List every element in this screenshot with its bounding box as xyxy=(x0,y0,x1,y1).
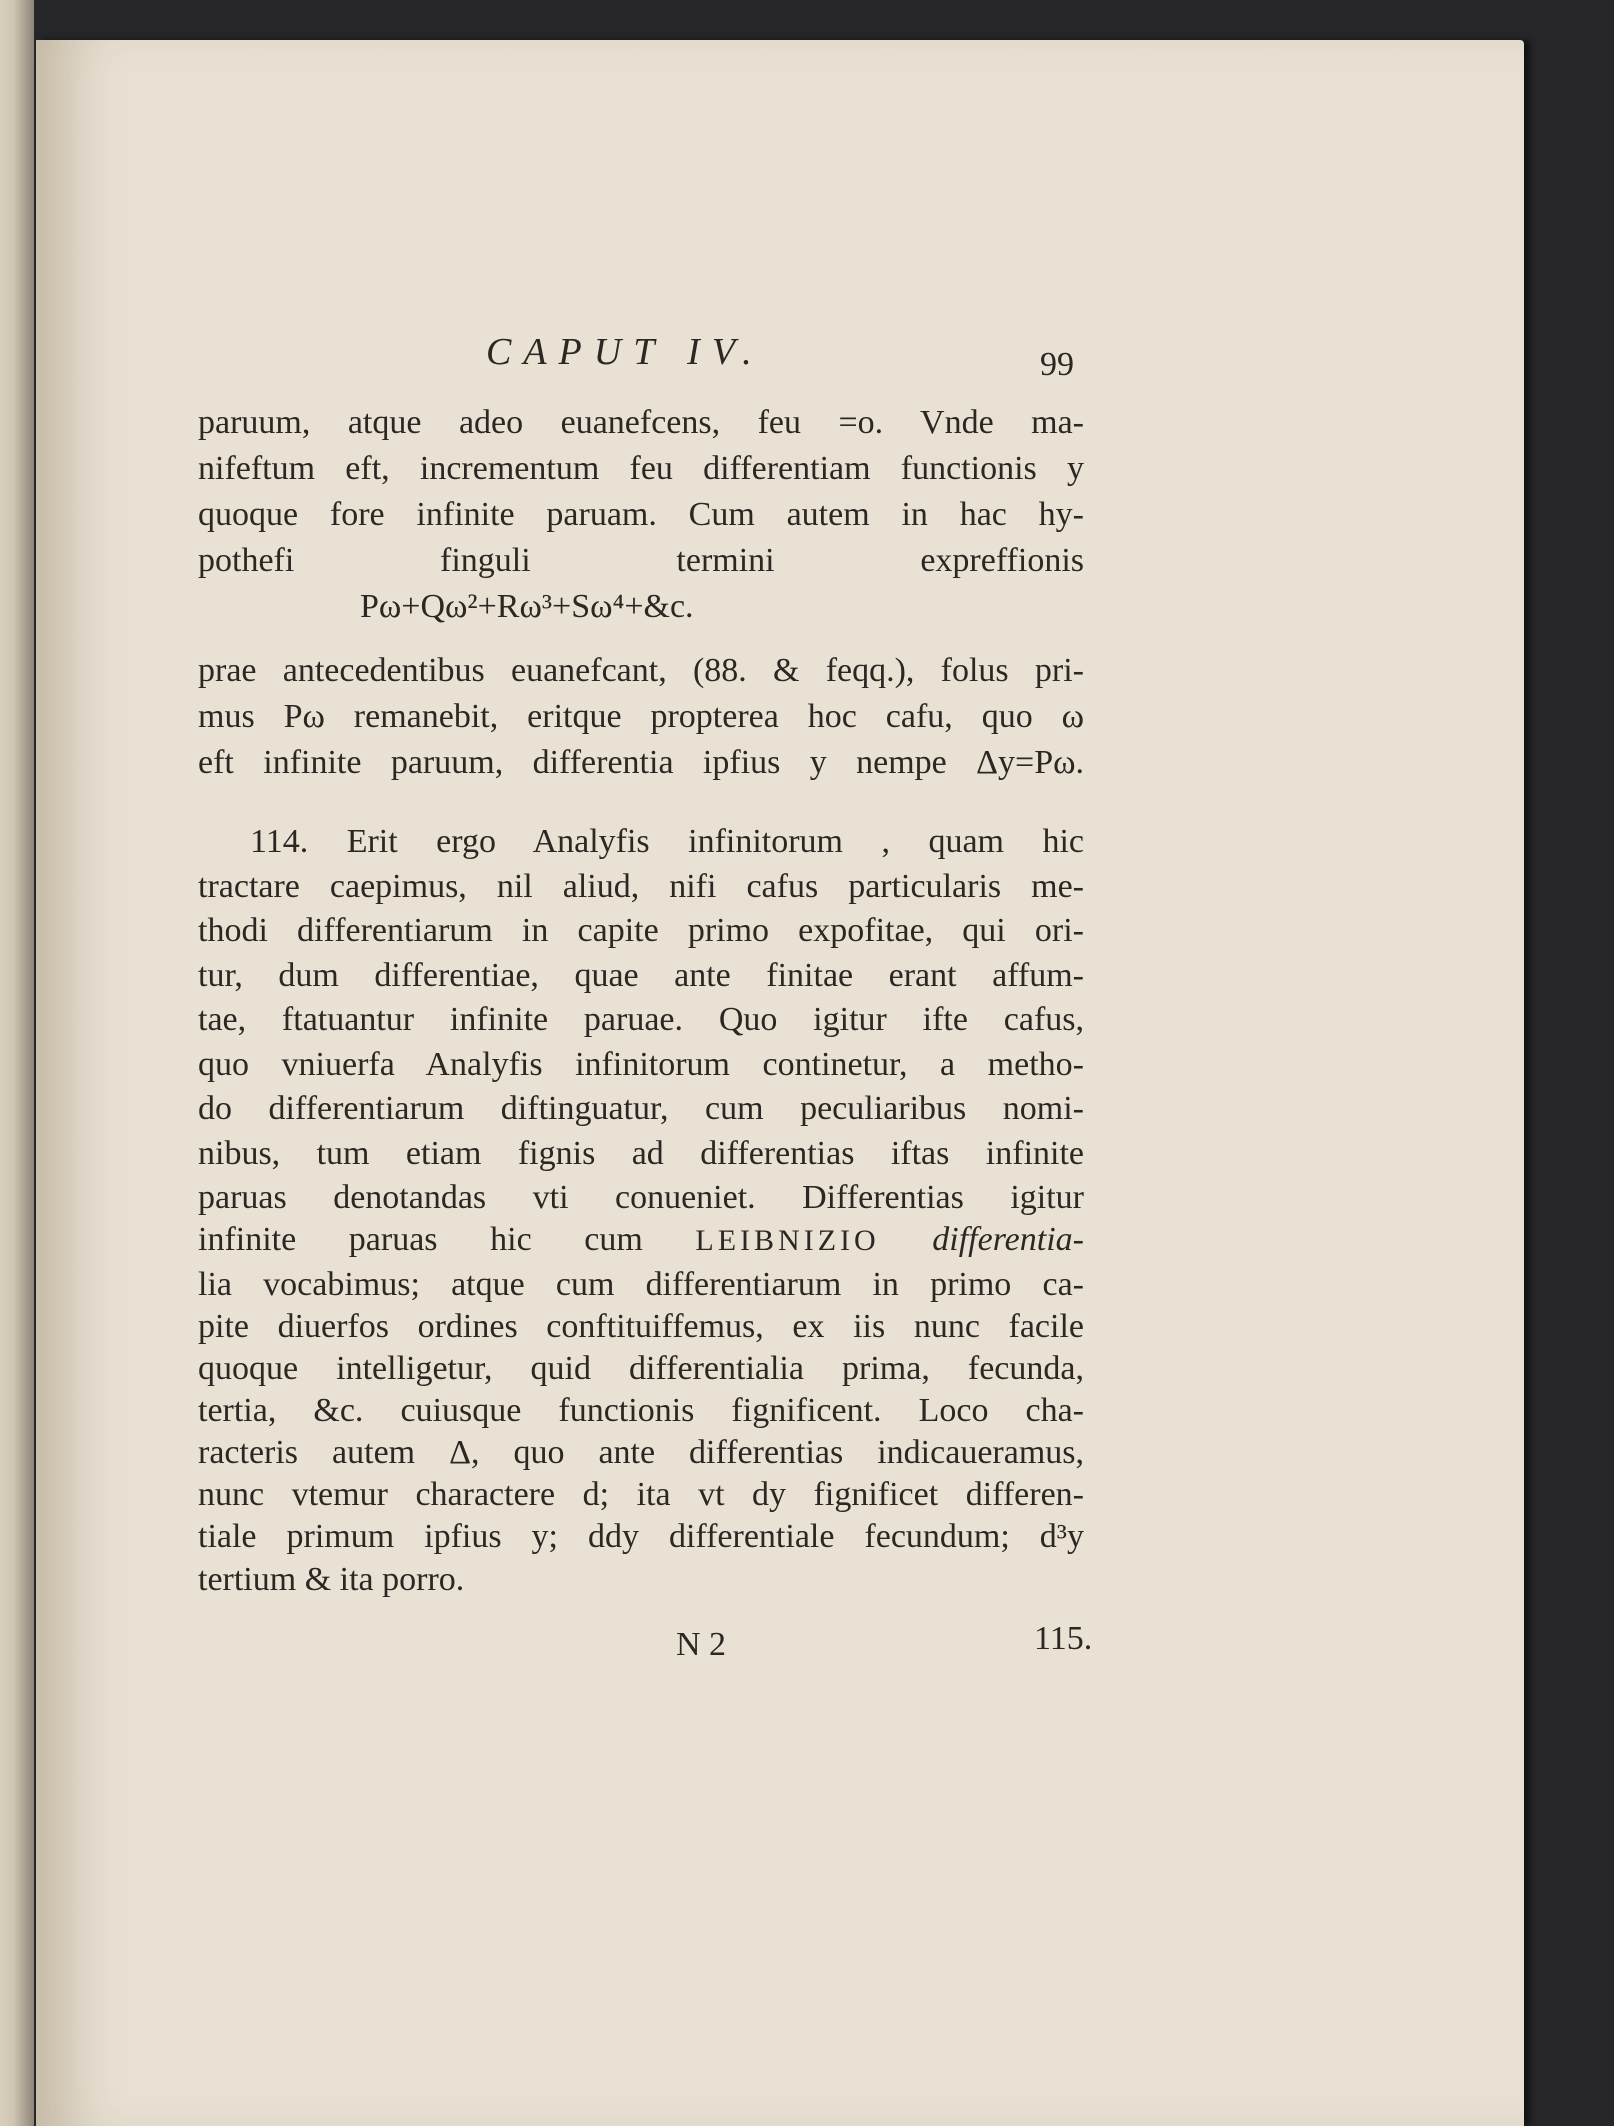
text-line-sec-2: tractare caepimus, nil aliud, nifi cafus particularis me- xyxy=(198,867,1084,905)
text-line-sec2-3: quoque intelligetur, quid differentialia prima, fecunda, xyxy=(198,1350,1084,1387)
text-line-sec2-4: tertia, &c. cuiusque functionis fignificent. Loco cha- xyxy=(198,1392,1084,1429)
text-line-sec-1: 114. Erit ergo Analyfis infinitorum , quam hic xyxy=(250,823,1084,860)
running-head: CAPUT IV. xyxy=(486,331,764,373)
text-line-mid-1: prae antecedentibus euanefcant, (88. & feqq.), folus pri- xyxy=(198,652,1084,689)
text-line-sec-3: thodi differentiarum in capite primo expofitae, qui ori- xyxy=(198,912,1084,949)
text-line-2: nifeftum eft, incrementum feu differentiam functionis y xyxy=(198,450,1084,487)
leibnizio-name: LEIBNIZIO xyxy=(695,1224,880,1257)
signature-mark: N 2 xyxy=(676,1626,727,1663)
text-line-sec2-7: tiale primum ipfius y; ddy differentiale fecundum; d³y xyxy=(198,1518,1084,1555)
text-line-sec-7: do differentiarum diftinguatur, cum peculiaribus nomi- xyxy=(198,1090,1084,1127)
text-line-4: pothefi finguli termini expreffionis xyxy=(198,542,1084,579)
last-line: tertium & ita porro. xyxy=(198,1561,465,1598)
text-line-sec2-1: lia vocabimus; atque cum differentiarum in primo ca- xyxy=(198,1266,1084,1303)
text-line-sec-6: quo vniuerfa Analyfis infinitorum continetur, a metho- xyxy=(198,1045,1084,1083)
text-line-leibnizio xyxy=(198,1221,1084,1259)
text-line-sec-8: nibus, tum etiam fignis ad differentias iftas infinite xyxy=(198,1134,1084,1172)
text-line-mid-3: eft infinite paruum, differentia ipfius y nempe Δy=Pω. xyxy=(198,744,1084,781)
text-line-sec2-6: nunc vtemur charactere d; ita vt dy fignificet differen- xyxy=(198,1476,1084,1513)
previous-page-edge xyxy=(0,0,34,2126)
text-line-sec-4: tur, dum differentiae, quae ante finitae erant affum- xyxy=(198,956,1084,994)
text-line-sec-5: tae, ftatuantur infinite paruae. Quo igitur ifte cafus, xyxy=(198,1001,1084,1038)
text-line-sec-9: paruas denotandas vti conueniet. Differentias igitur xyxy=(198,1179,1084,1216)
page-number: 99 xyxy=(1040,346,1074,383)
text-line-sec2-5: racteris autem Δ, quo ante differentias indicaueramus, xyxy=(198,1434,1084,1471)
catchword: 115. xyxy=(1034,1620,1093,1657)
formula: Pω+Qω²+Rω³+Sω⁴+&c. xyxy=(360,588,694,625)
text-line-mid-2: mus Pω remanebit, eritque propterea hoc cafu, quo ω xyxy=(198,698,1084,735)
text-line-3: quoque fore infinite paruam. Cum autem in hac hy- xyxy=(198,496,1084,533)
text-line-sec2-2: pite diuerfos ordines conftituiffemus, ex iis nunc facile xyxy=(198,1308,1084,1345)
leibnizio-after: differentia- xyxy=(932,1221,1084,1258)
leibnizio-before: infinite paruas hic cum xyxy=(198,1221,643,1258)
text-line-1: paruum, atque adeo euanefcens, feu =o. Vnde ma- xyxy=(198,404,1084,441)
